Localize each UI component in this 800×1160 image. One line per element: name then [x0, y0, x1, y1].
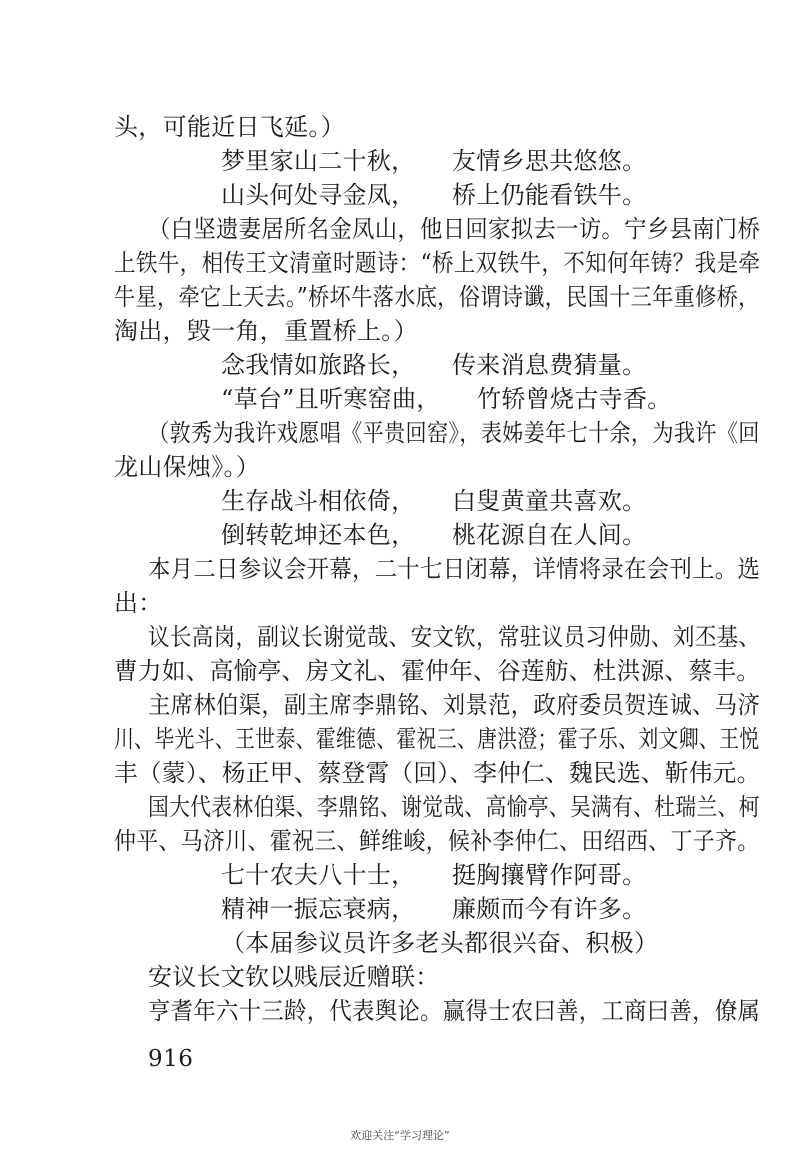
text-line-1: 头，可能近日飞延。） — [114, 113, 345, 141]
text-line-22: 仲平、马济川、霍祝三、鲜维峻，候补李仲仁、田绍西、丁子齐。 — [114, 827, 760, 855]
text-line-6: 牛星，牵它上天去。”桥坏牛落水底，俗谓诗谶，民国十三年重修桥， — [114, 283, 760, 311]
text-line-17: 曹力如、高愉亭、房文礼、霍仲年、谷莲舫、杜洪源、蔡丰。 — [114, 657, 761, 685]
poem-line-6: 倒转乾坤还本色， 桃花源自在人间。 — [221, 521, 647, 549]
poem-line-1: 梦里家山二十秋， 友情乡思共悠悠。 — [221, 147, 647, 175]
footer-note: 欢迎关注“学习理论” — [350, 1129, 450, 1142]
poem-line-7: 七十农夫八十士， 挺胸攘臂作阿哥。 — [221, 861, 647, 889]
text-line-5: 上铁牛，相传王文清童时题诗：“桥上双铁牛，不知何年铸？我是牵 — [114, 249, 761, 277]
poem-line-4: “草台”且听寒窑曲， 竹轿曾烧古寺香。 — [221, 385, 672, 413]
poem-line-3: 念我情如旅路长， 传来消息费猜量。 — [221, 351, 647, 379]
text-line-19: 川、毕光斗、王世泰、霍维德、霍祝三、唐洪澄；霍子乐、刘文卿、王悦 — [114, 725, 760, 753]
text-line-7: 淘出，毁一角，重置桥上。） — [114, 317, 418, 345]
poem-line-8: 精神一振忘衰病， 廉颇而今有许多。 — [221, 895, 647, 923]
page-number: 916 — [148, 1046, 194, 1072]
text-line-21: 国大代表林伯渠、李鼎铭、谢觉哉、高愉亭、吴满有、杜瑞兰、柯 — [148, 793, 760, 821]
text-line-14: 本月二日参议会开幕，二十七日闭幕，详情将录在会刊上。选 — [148, 555, 761, 583]
poem-note: （本届参议员许多老头都很兴奋、积极） — [221, 929, 659, 957]
text-line-27: 亨耆年六十三龄，代表舆论。赢得士农曰善，工商曰善，僚属 — [148, 997, 761, 1025]
text-line-20: 丰（蒙）、杨正甲、蔡登霄（回）、李仲仁、魏民选、靳伟元。 — [114, 759, 761, 787]
poem-line-2: 山头何处寻金凤， 桥上仍能看铁牛。 — [221, 181, 647, 209]
text-line-18: 主席林伯渠，副主席李鼎铭、刘景范，政府委员贺连诚、马济 — [148, 691, 761, 719]
text-line-15: 出： — [114, 589, 163, 617]
text-line-26: 安议长文钦以贱辰近赠联： — [148, 963, 440, 991]
text-line-11: 龙山保烛》。） — [114, 453, 261, 481]
text-line-4: （白坚遗妻居所名金凤山，他日回家拟去一访。宁乡县南门桥 — [148, 215, 761, 243]
text-line-16: 议长高岗，副议长谢觉哉、安文钦，常驻议员习仲勋、刘丕基、 — [148, 623, 761, 651]
poem-line-5: 生存战斗相依倚， 白叟黄童共喜欢。 — [221, 487, 647, 515]
text-line-10: （敦秀为我许戏愿唱《平贵回窑》，表姊姜年七十余，为我许《回 — [148, 419, 760, 447]
